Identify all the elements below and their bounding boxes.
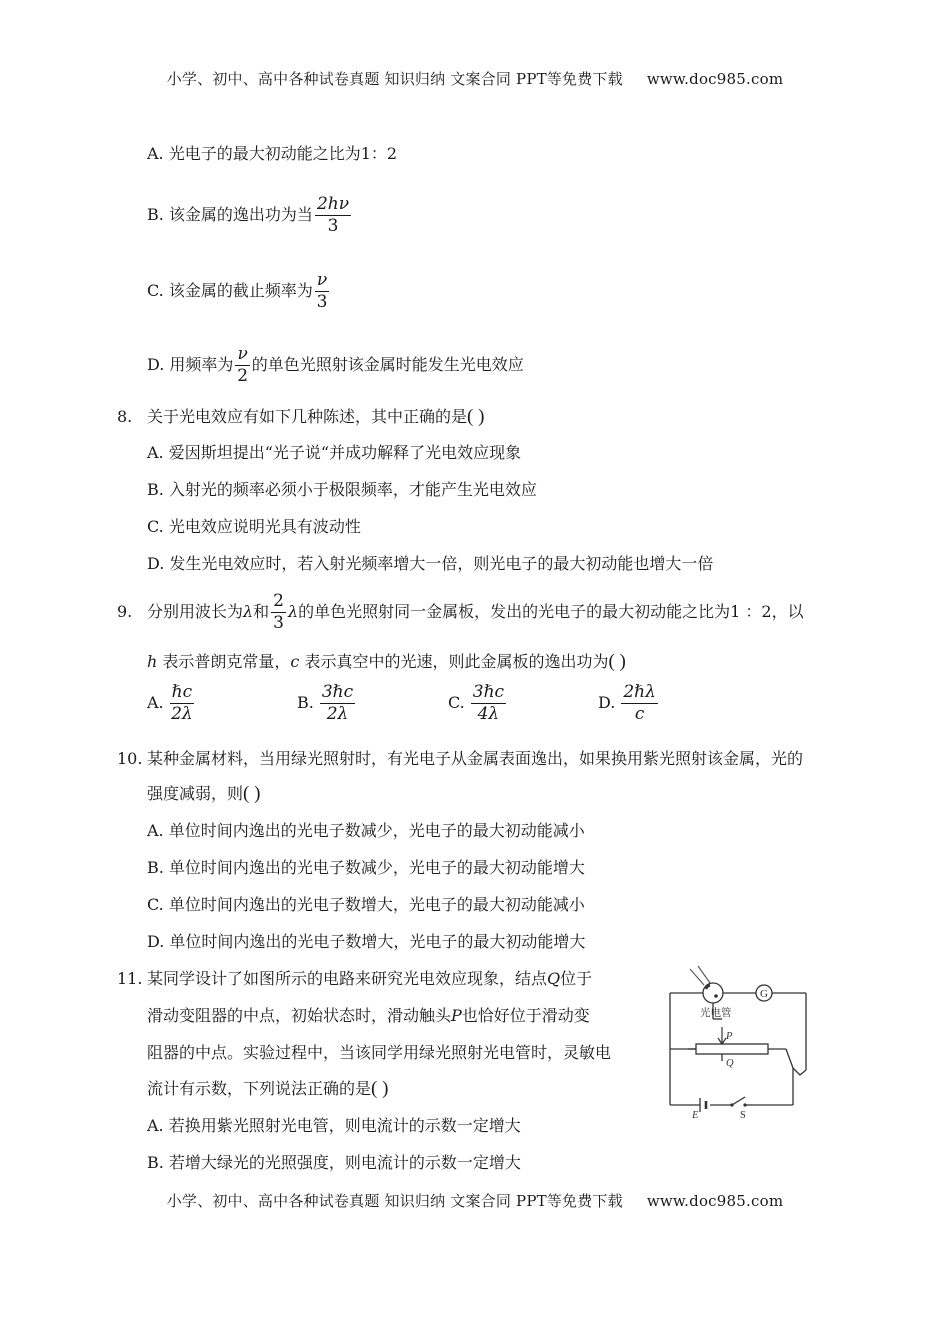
footer-url[interactable]: www.doc985.com: [646, 1192, 784, 1210]
s-label: S: [740, 1110, 746, 1120]
q11-stem-line2: 滑动变阻器的中点，初始状态时，滑动触头P也恰好位于滑动变: [147, 1006, 590, 1025]
prev-option-c: C. 该金属的截止频率为 $\frac{\nu}{3}$: [147, 270, 328, 312]
fraction: $\frac{\text{ℏc}}{2\lambda}$: [171, 682, 193, 724]
q9-choice-a: A. $\frac{\text{ℏc}}{2\lambda}$: [147, 682, 193, 724]
q9-choice-c: C. $\frac{\text{3ℏc}}{4\lambda}$: [448, 682, 505, 724]
fraction: $\frac{2}{3}$: [273, 591, 284, 633]
prev-option-a: A. 光电子的最大初动能之比为1：2: [147, 144, 398, 163]
q9-stem-line2: h 表示普朗克常量，c 表示真空中的光速，则此金属板的逸出功为( ): [147, 651, 626, 672]
q11-option-b: B. 若增大绿光的光照强度，则电流计的示数一定增大: [147, 1153, 521, 1172]
fraction: $\frac{\text{2ℏλ}}{c}$: [623, 682, 656, 724]
q10-number: 10.: [117, 749, 143, 768]
q11-stem-line3: 阻器的中点。实验过程中，当该同学用绿光照射光电管时，灵敏电: [147, 1043, 612, 1062]
q10-option-d: D. 单位时间内逸出的光电子数增大，光电子的最大初动能增大: [147, 932, 586, 951]
switch-icon: [732, 1097, 745, 1105]
q8-number: 8.: [117, 407, 133, 426]
q9-choice-d: D. $\frac{\text{2ℏλ}}{c}$: [598, 682, 656, 724]
q10-option-c: C. 单位时间内逸出的光电子数增大，光电子的最大初动能减小: [147, 895, 585, 914]
fraction: $\frac{\nu}{2}$: [237, 344, 249, 386]
q10-stem-line2: 强度减弱，则( ): [147, 783, 261, 804]
q11-option-a: A. 若换用紫光照射光电管，则电流计的示数一定增大: [147, 1116, 521, 1135]
galvanometer-label: G: [760, 988, 768, 1000]
q-label: Q: [726, 1058, 734, 1069]
fraction: $\frac{\text{3ℏc}}{2\lambda}$: [321, 682, 354, 724]
q8-stem: 关于光电效应有如下几种陈述，其中正确的是( ): [147, 406, 485, 427]
q10-option-a: A. 单位时间内逸出的光电子数减少，光电子的最大初动能减小: [147, 821, 585, 840]
light-rays-icon: [690, 966, 710, 985]
phototube-label: 光电管: [700, 1008, 732, 1019]
page-header: [0, 68, 950, 89]
q10-stem-line1: 某种金属材料，当用绿光照射时，有光电子从金属表面逸出，如果换用紫光照射该金属，光的: [147, 749, 804, 768]
q8-option-c: C. 光电效应说明光具有波动性: [147, 517, 361, 536]
page-footer: [0, 1190, 950, 1211]
fraction: $\frac{2h\nu}{3}$: [316, 194, 350, 236]
circuit-diagram: [660, 965, 812, 1120]
phototube-icon: [703, 983, 723, 1003]
q11-stem-line1: 某同学设计了如图所示的电路来研究光电效应现象，结点Q位于: [147, 969, 593, 988]
q11-stem-line4: 流计有示数，下列说法正确的是( ): [147, 1078, 389, 1099]
e-label: E: [692, 1110, 699, 1120]
slider-arrow-icon: [718, 1027, 726, 1044]
q9-number: 9.: [117, 602, 133, 621]
header-text: 小学、初中、高中各种试卷真题 知识归纳 文案合同 PPT等免费下载: [166, 70, 623, 88]
fraction: $\frac{\nu}{3}$: [316, 270, 328, 312]
q8-option-a: A. 爱因斯坦提出“光子说“并成功解释了光电效应现象: [147, 443, 522, 462]
q8-option-b: B. 入射光的频率必须小于极限频率，才能产生光电效应: [147, 480, 537, 499]
q11-number: 11.: [117, 969, 143, 988]
prev-option-b: B. 该金属的逸出功为当 $\frac{2h\nu}{3}$: [147, 194, 350, 236]
footer-text: 小学、初中、高中各种试卷真题 知识归纳 文案合同 PPT等免费下载: [166, 1192, 623, 1210]
header-url[interactable]: www.doc985.com: [646, 70, 784, 88]
q9-stem-line1: 分别用波长为λ和 $\frac{2}{3}$ λ的单色光照射同一金属板，发出的光电子的最大初动能之比为1 ：2，以: [147, 591, 804, 633]
q9-choice-b: B. $\frac{\text{3ℏc}}{2\lambda}$: [297, 682, 354, 724]
p-label: P: [726, 1031, 733, 1042]
rheostat: [696, 1044, 768, 1054]
q8-option-d: D. 发生光电效应时，若入射光频率增大一倍，则光电子的最大初动能也增大一倍: [147, 554, 714, 573]
prev-option-d: D. 用频率为 $\frac{\nu}{2}$ 的单色光照射该金属时能发生光电效应: [147, 344, 524, 386]
fraction: $\frac{\text{3ℏc}}{4\lambda}$: [472, 682, 505, 724]
q10-option-b: B. 单位时间内逸出的光电子数减少，光电子的最大初动能增大: [147, 858, 585, 877]
